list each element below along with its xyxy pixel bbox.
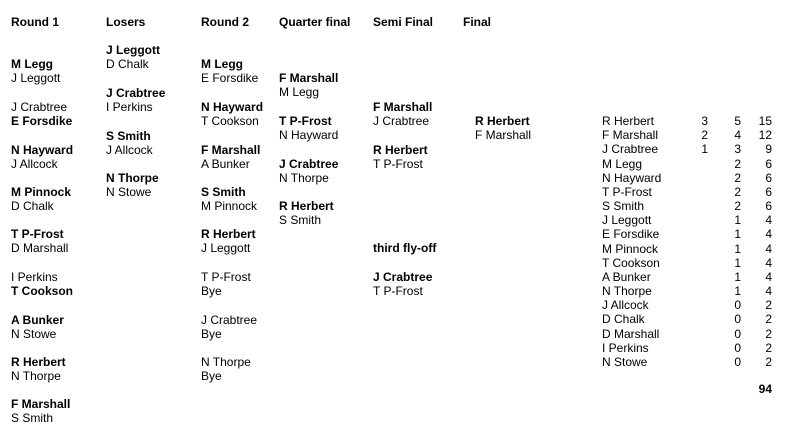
semi-final-header: Semi Final — [373, 15, 434, 29]
standings-points: 15 — [758, 114, 772, 128]
standings-wins: 3 — [734, 142, 741, 156]
losers-winner: J Crabtree — [106, 86, 166, 100]
standings-points: 6 — [765, 171, 772, 185]
quarter-winner: R Herbert — [279, 199, 334, 213]
round1-loser: J Allcock — [11, 157, 58, 171]
standings-name: E Forsdike — [602, 227, 660, 241]
standings-points: 2 — [765, 341, 772, 355]
round2-loser: A Bunker — [201, 157, 250, 171]
standings-wins: 0 — [734, 327, 741, 341]
standings-name: N Thorpe — [602, 284, 652, 298]
losers-loser: D Chalk — [106, 57, 149, 71]
semi-loser: T P-Frost — [373, 157, 423, 171]
round1-loser: N Stowe — [11, 327, 57, 341]
standings-points: 4 — [765, 242, 772, 256]
round1-loser: D Marshall — [11, 241, 69, 255]
standings-points: 9 — [765, 142, 772, 156]
standings-name: J Allcock — [602, 298, 649, 312]
standings-wins: 2 — [734, 171, 741, 185]
standings-wins: 2 — [734, 157, 741, 171]
standings-wins: 1 — [734, 227, 741, 241]
losers-loser: N Stowe — [106, 185, 152, 199]
standings-place: 2 — [701, 128, 708, 142]
round1-winner: R Herbert — [11, 355, 66, 369]
standings-name: A Bunker — [602, 270, 651, 284]
standings-name: M Pinnock — [602, 242, 659, 256]
standings-name: T Cookson — [602, 256, 660, 270]
round1-winner: M Legg — [11, 57, 53, 71]
round1-loser: J Crabtree — [11, 100, 68, 114]
round2-loser: T Cookson — [201, 114, 259, 128]
quarter-loser: N Hayward — [279, 128, 339, 142]
round2-loser: M Pinnock — [201, 199, 258, 213]
quarter-loser: M Legg — [279, 85, 320, 99]
round1-loser: S Smith — [11, 411, 54, 425]
round1-winner: F Marshall — [11, 397, 71, 411]
points-total: 94 — [758, 382, 772, 396]
standings-name: J Leggott — [602, 213, 652, 227]
round1-loser: N Thorpe — [11, 369, 61, 383]
round2-bye: Bye — [201, 327, 222, 341]
standings-points: 6 — [765, 199, 772, 213]
round2-header: Round 2 — [201, 15, 249, 29]
losers-loser: I Perkins — [106, 100, 153, 114]
standings-points: 4 — [765, 270, 772, 284]
round1-loser: D Chalk — [11, 199, 54, 213]
round1-winner: T Cookson — [11, 284, 73, 298]
standings-name: I Perkins — [602, 341, 649, 355]
round2-winner: M Legg — [201, 57, 243, 71]
round2-bye-player: J Crabtree — [201, 313, 258, 327]
standings-name: S Smith — [602, 199, 645, 213]
round2-loser: J Leggott — [201, 241, 251, 255]
standings-name: R Herbert — [602, 114, 655, 128]
standings-points: 2 — [765, 355, 772, 369]
quarter-final-header: Quarter final — [279, 15, 351, 29]
round1-winner: E Forsdike — [11, 114, 73, 128]
standings-wins: 5 — [734, 114, 741, 128]
standings-place: 3 — [701, 114, 708, 128]
standings-wins: 1 — [734, 270, 741, 284]
losers-header: Losers — [106, 15, 146, 29]
third-flyoff-loser: T P-Frost — [373, 284, 423, 298]
round2-bye-player: N Thorpe — [201, 355, 251, 369]
standings-points: 6 — [765, 157, 772, 171]
round1-loser: J Leggott — [11, 71, 61, 85]
standings-wins: 0 — [734, 355, 741, 369]
final-loser: F Marshall — [475, 128, 532, 142]
semi-winner: F Marshall — [373, 100, 433, 114]
losers-winner: J Leggott — [106, 43, 160, 57]
quarter-winner: T P-Frost — [279, 114, 332, 128]
quarter-loser: S Smith — [279, 213, 322, 227]
standings-name: D Chalk — [602, 312, 645, 326]
round1-winner: N Hayward — [11, 143, 74, 157]
third-flyoff-label: third fly-off — [373, 241, 437, 255]
semi-winner: R Herbert — [373, 143, 428, 157]
standings-points: 6 — [765, 185, 772, 199]
quarter-winner: F Marshall — [279, 71, 339, 85]
standings-wins: 0 — [734, 298, 741, 312]
standings-name: J Crabtree — [602, 142, 659, 156]
round2-winner: F Marshall — [201, 143, 261, 157]
quarter-loser: N Thorpe — [279, 171, 329, 185]
standings-wins: 1 — [734, 242, 741, 256]
standings-wins: 0 — [734, 312, 741, 326]
standings-name: N Stowe — [602, 355, 648, 369]
final-header: Final — [463, 15, 492, 29]
standings-points: 4 — [765, 213, 772, 227]
semi-loser: J Crabtree — [373, 114, 430, 128]
round2-winner: R Herbert — [201, 227, 256, 241]
standings-name: N Hayward — [602, 171, 662, 185]
standings-points: 2 — [765, 312, 772, 326]
round1-header: Round 1 — [11, 15, 59, 29]
standings-wins: 2 — [734, 199, 741, 213]
round2-bye-player: T P-Frost — [201, 270, 251, 284]
standings-wins: 2 — [734, 185, 741, 199]
round1-winner: T P-Frost — [11, 227, 64, 241]
standings-place: 1 — [701, 142, 708, 156]
final-winner: R Herbert — [475, 114, 530, 128]
losers-winner: S Smith — [106, 129, 151, 143]
round2-winner: S Smith — [201, 185, 246, 199]
round1-winner: A Bunker — [11, 313, 64, 327]
standings-wins: 0 — [734, 341, 741, 355]
standings-wins: 1 — [734, 213, 741, 227]
losers-loser: J Allcock — [106, 143, 153, 157]
round1-winner: M Pinnock — [11, 185, 72, 199]
standings-points: 4 — [765, 256, 772, 270]
round2-bye: Bye — [201, 369, 222, 383]
standings-points: 4 — [765, 284, 772, 298]
standings-name: D Marshall — [602, 327, 660, 341]
standings-name: F Marshall — [602, 128, 659, 142]
round1-loser: I Perkins — [11, 270, 58, 284]
third-flyoff-winner: J Crabtree — [373, 270, 433, 284]
standings-wins: 1 — [734, 284, 741, 298]
standings-points: 12 — [758, 128, 772, 142]
standings-points: 4 — [765, 227, 772, 241]
quarter-winner: J Crabtree — [279, 157, 339, 171]
standings-name: T P-Frost — [602, 185, 652, 199]
standings-name: M Legg — [602, 157, 643, 171]
round2-loser: E Forsdike — [201, 71, 259, 85]
standings-wins: 4 — [734, 128, 741, 142]
standings-points: 2 — [765, 327, 772, 341]
standings-wins: 1 — [734, 256, 741, 270]
standings-points: 2 — [765, 298, 772, 312]
round2-bye: Bye — [201, 284, 222, 298]
losers-winner: N Thorpe — [106, 171, 159, 185]
round2-winner: N Hayward — [201, 100, 264, 114]
